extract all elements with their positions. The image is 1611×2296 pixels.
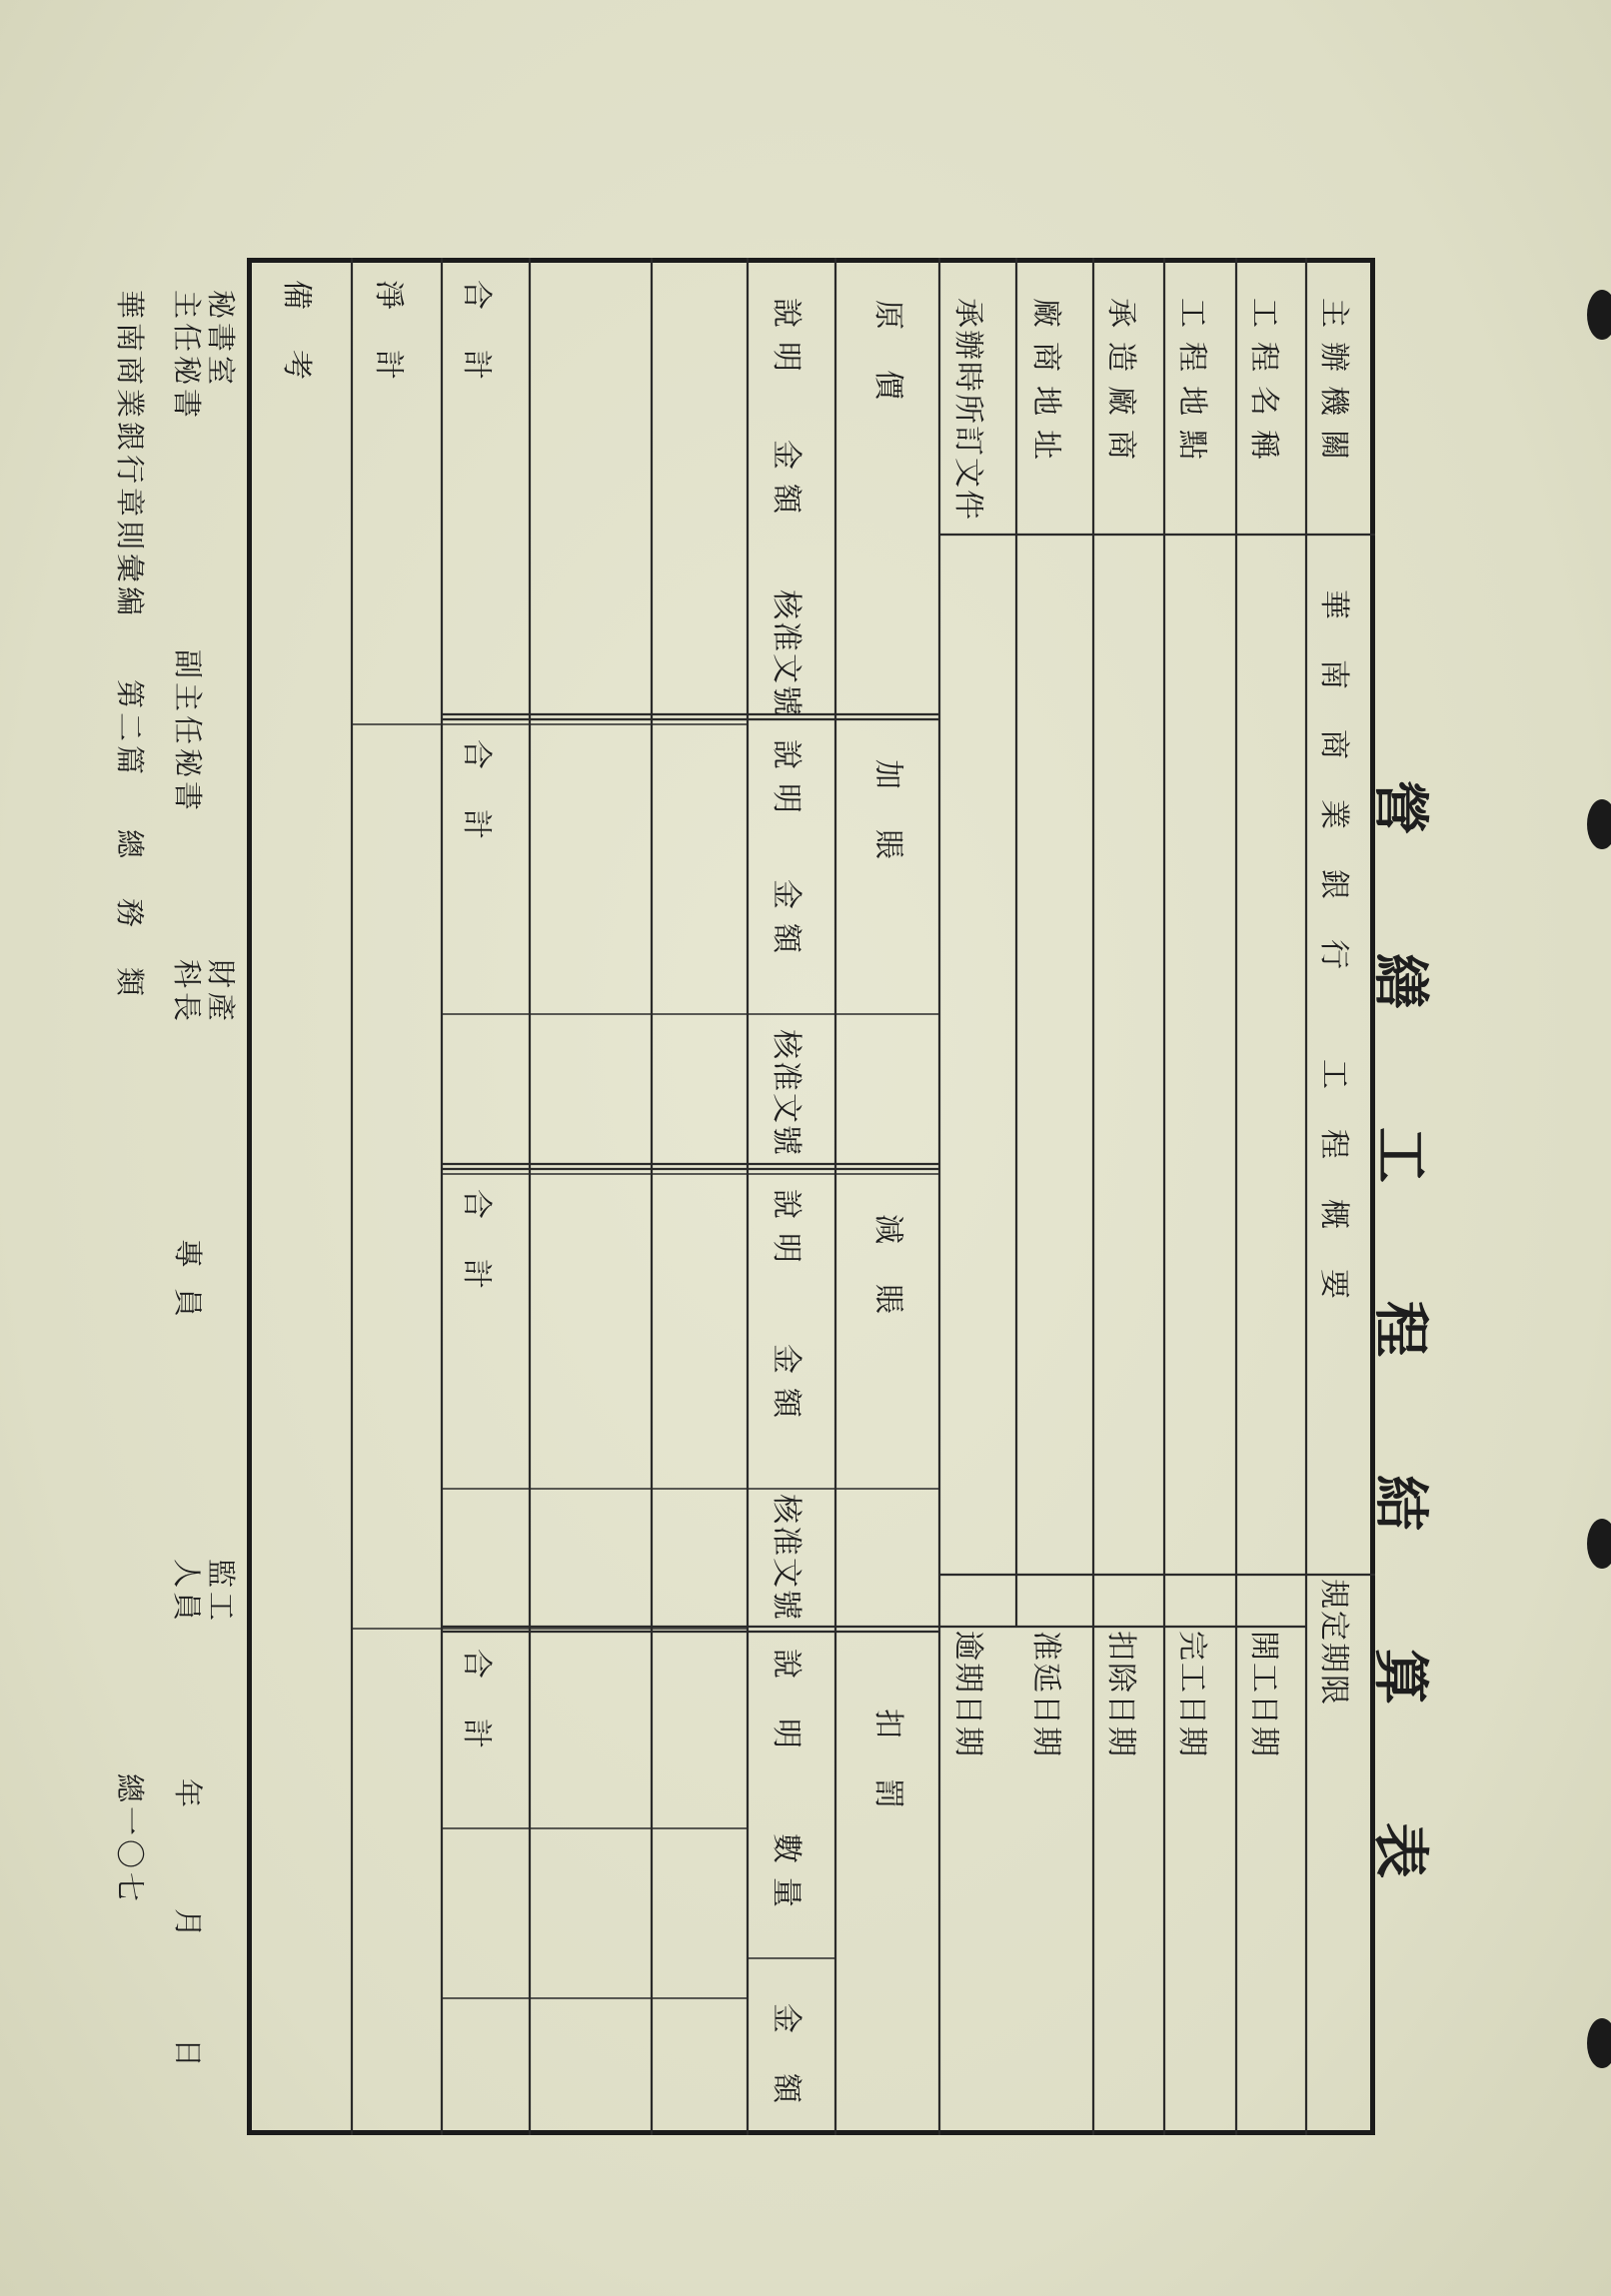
original-subtotal-label: 合計 [459, 280, 494, 420]
summary-header: 工程概要 [1316, 1059, 1351, 1339]
additional-col-amount: 金額 [769, 879, 804, 967]
footer-category: 總務類 [113, 829, 147, 1037]
footer-page-number: 總一〇七 [113, 1773, 147, 1906]
signature-supervisor: 監工 人員 [170, 1559, 238, 1626]
row-label-project-location: 工程地點 [1174, 298, 1209, 474]
penalty-header: 扣罰 [870, 1709, 905, 1848]
penalty-col-description: 說明 [769, 1649, 804, 1788]
penalty-col-amount: 金額 [769, 2003, 804, 2143]
deadline-extension-date: 准延日期 [1028, 1631, 1063, 1758]
remarks-label: 備考 [279, 280, 314, 420]
original-price-header: 原價 [870, 300, 905, 440]
deduction-header: 減賬 [870, 1214, 905, 1354]
date-year: 年 [171, 1778, 205, 1812]
row-label-project-name: 工程名稱 [1246, 298, 1281, 474]
additional-header: 加賬 [870, 759, 905, 899]
signature-deputy-chief-secretary: 副主任秘書 [171, 649, 205, 815]
deadline-header: 規定期限 [1316, 1579, 1351, 1707]
deadline-completion-date: 完工日期 [1174, 1631, 1209, 1758]
original-col-approval: 核准文號 [769, 589, 804, 717]
deduction-col-approval: 核准文號 [769, 1494, 804, 1622]
row-label-documents: 承辦時所訂文件 [950, 298, 985, 522]
deadline-overdue-date: 逾期日期 [950, 1631, 985, 1758]
date-month: 月 [171, 1908, 205, 1942]
deadline-start-date: 開工日期 [1246, 1631, 1281, 1758]
signature-property-section-chief: 財產 科長 [170, 959, 238, 1026]
footer-part: 第二篇 [113, 679, 147, 779]
deduction-subtotal-label: 合計 [459, 1189, 494, 1329]
host-agency-value: 華南商業銀行 [1316, 589, 1351, 1009]
original-col-amount: 金額 [769, 440, 804, 528]
deduction-col-amount: 金額 [769, 1344, 804, 1432]
additional-col-description: 說明 [769, 739, 804, 827]
date-day: 日 [171, 2038, 205, 2072]
form-title: 營繕工程結算表 [1367, 779, 1433, 1996]
footer-book-title: 華南商業銀行章則彙編 [113, 290, 147, 620]
row-label-contractor: 承造廠商 [1103, 298, 1138, 474]
row-label-host-agency: 主辦機關 [1316, 298, 1351, 474]
original-col-description: 說明 [769, 298, 804, 386]
signature-secretariat: 秘書室 主任秘書 [170, 290, 238, 423]
signature-staff: 專員 [171, 1239, 205, 1338]
deduction-col-description: 說明 [769, 1189, 804, 1277]
row-label-contractor-address: 廠商地址 [1028, 298, 1063, 474]
additional-col-approval: 核准文號 [769, 1029, 804, 1157]
penalty-subtotal-label: 合計 [459, 1649, 494, 1788]
deadline-deduction-date: 扣除日期 [1103, 1631, 1138, 1758]
net-total-label: 淨計 [371, 280, 406, 420]
penalty-col-quantity: 數量 [769, 1833, 804, 1921]
additional-subtotal-label: 合計 [459, 739, 494, 879]
